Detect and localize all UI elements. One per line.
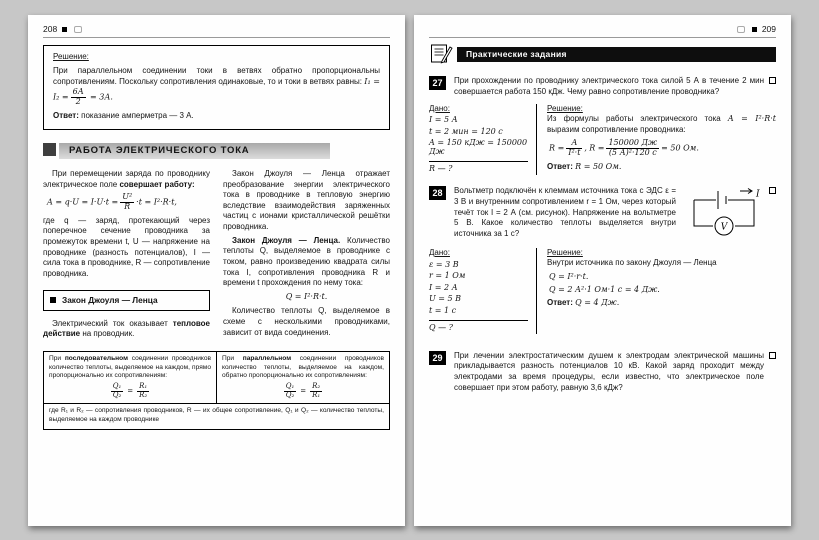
fraction: [606, 139, 659, 158]
problem-statement-row: [429, 186, 776, 242]
text-run: на проводник.: [80, 329, 135, 339]
fraction-numerator: Q₁: [112, 381, 122, 390]
fraction: [284, 383, 297, 399]
problem-text: При лечении электростатическим душем к электродам электрической машины прикладывается разность потенциалов 10 кВ. Какой заряд проходит между электродами за время процедуры, если известно, что электрическое поле совершает при этом работу, равную 3,6 кДж?: [454, 350, 764, 392]
text-run: При: [222, 354, 243, 362]
fraction-numerator: 6А: [72, 86, 84, 96]
text-run: Количество теплоты Q, выделяемое в проводнике с током, равно произведению квадрата силы тока I, сопротивления проводника R и времени t прохождения по нему тока:: [223, 235, 390, 288]
solution-formula-line: [549, 139, 776, 158]
paragraph: [223, 236, 390, 289]
answer-line: [53, 110, 380, 122]
bold-run: Закон Джоуля — Ленца.: [232, 235, 341, 245]
bold-run: параллельном: [242, 354, 292, 362]
circuit-figure: [684, 186, 764, 240]
solution-column: [537, 248, 776, 334]
find-value: R — ?: [429, 161, 528, 173]
given-value: t = 1 с: [429, 305, 457, 315]
given-value: A = 150 кДж = 150000 Дж: [429, 138, 528, 157]
text-run: При: [49, 354, 65, 362]
bold-run: последовательном: [64, 354, 128, 362]
work-formula: [47, 193, 210, 212]
problem-text: При прохождении по проводнику электрического тока силой 5 А в течение 2 мин совершается работа 150 кДж. Чему равно сопротивление проводника?: [454, 76, 764, 96]
answer-label: Ответ:: [53, 111, 79, 121]
inline-formula: A = I²·R·t: [727, 113, 776, 123]
paragraph: Закон Джоуля — Ленца отражает преобразование энергии электрического тока в проводнике в тепловую энергию вследствие взаимодействия заряженных частиц с ионами кристаллической решётки проводника.: [223, 168, 390, 232]
problem-body: [454, 186, 764, 242]
answer-label: Ответ:: [547, 161, 573, 171]
formula-rhs: ·t = I²·R·t,: [136, 197, 177, 207]
two-column-text: [43, 169, 390, 343]
given-column: [429, 248, 537, 334]
subsection-title-text: Закон Джоуля — Ленца: [62, 294, 158, 305]
solution-label: Решение:: [547, 103, 583, 113]
text-run: соединении проводников количество теплоты, выделяемое на каждом, прямо пропорционально их сопротивлениям:: [49, 354, 212, 380]
given-column: [429, 104, 537, 176]
separator: ,: [584, 143, 587, 153]
text-run: Из формулы работы электрического тока: [547, 113, 721, 123]
equals-sign: =: [300, 386, 307, 395]
fraction: [111, 383, 124, 399]
given-value: I = 5 А: [429, 115, 458, 125]
text-run: выразим сопротивление проводника:: [547, 124, 686, 134]
fraction-denominator: R: [124, 202, 131, 212]
given-solution-block: [429, 104, 776, 176]
fraction-denominator: R₁: [312, 390, 321, 399]
paragraph: где q — заряд, протекающий через поперечное сечение проводника за промежуток времени t, U — напряжение на проводнике (разность потенциалов), I — сила тока в проводнике, R — сопротивление проводника.: [43, 215, 210, 278]
given-value: t = 2 мин = 120 с: [429, 126, 503, 136]
paragraph: [43, 169, 210, 190]
task-checkbox-icon: [769, 352, 776, 359]
answer-text: R = 50 Ом.: [575, 161, 622, 171]
section-square-icon: [43, 143, 56, 156]
paragraph: [43, 319, 210, 340]
fraction-denominator: R₂: [139, 390, 148, 399]
answer-label: Ответ:: [547, 298, 573, 308]
solution-text: Внутри источника по закону Джоуля — Ленца: [547, 258, 717, 268]
text-run: При перемещении заряда по проводнику электрическое поле: [43, 168, 210, 189]
nav-arrow-icon: [737, 26, 745, 33]
bold-run: совершает работу:: [119, 179, 195, 189]
text-run: Электрический ток оказывает: [52, 318, 173, 328]
solution-formula-line: Q = 2 А²·1 Ом·1 с = 4 Дж.: [549, 285, 660, 295]
fraction: [566, 139, 582, 158]
solution-label: Решение:: [547, 248, 583, 258]
fraction-denominator: 2: [75, 96, 81, 106]
given-solution-block: [429, 248, 776, 334]
table-cell-parallel: [217, 351, 390, 403]
bold-run: тепловое действие: [43, 318, 210, 339]
given-label: Дано:: [429, 103, 450, 113]
current-label: I: [756, 189, 760, 200]
answer-text: показание амперметра — 3 А.: [81, 111, 194, 121]
column-left: [43, 169, 210, 343]
task-checkbox-icon: [769, 187, 776, 194]
problem-statement-row: [429, 76, 776, 98]
problem-statement-row: [429, 351, 776, 394]
section-title-text: РАБОТА ЭЛЕКТРИЧЕСКОГО ТОКА: [69, 145, 250, 157]
task-checkbox-icon: [769, 77, 776, 84]
problem-number-badge: 28: [429, 186, 446, 200]
heat-comparison-table: [43, 351, 390, 430]
table-footer: где R₁ и R₂ — сопротивления проводников, R — их общее сопротивление, Q₁ и Q₂ — количество теплоты, выделяемое на каждом проводнике: [44, 404, 390, 429]
solution-formula-rhs: = 3А.: [90, 92, 113, 102]
fraction: [137, 383, 149, 399]
solution-formula-line: Q = I²·r·t.: [549, 272, 589, 282]
page-left: [28, 15, 405, 526]
problem-number-badge: 29: [429, 351, 446, 365]
solution-body: При параллельном соединении токи в ветвях обратно пропорциональны сопротивлениям. Поскольку сопротивления одинаковые, то и токи в ветвях равны:: [53, 65, 380, 87]
practice-tasks-header: [429, 43, 776, 65]
voltmeter-label: V: [720, 222, 728, 233]
table-formula: [222, 383, 384, 399]
answer-line: [547, 161, 776, 172]
given-value: I = 2 А: [429, 282, 458, 292]
solution-text: [53, 65, 380, 107]
find-value: Q — ?: [429, 320, 528, 332]
solution-label: Решение:: [53, 52, 89, 61]
fraction-numerator: A: [566, 139, 582, 149]
fraction-numerator: Q₁: [285, 381, 295, 390]
square-marker-icon: [62, 27, 67, 32]
fraction-denominator: Q₂: [112, 390, 122, 399]
fraction-denominator: Q₂: [285, 390, 295, 399]
nav-arrow-icon: [74, 26, 82, 33]
table-formula: [49, 383, 211, 399]
problem-28: [429, 186, 776, 334]
fraction-numerator: 150000 Дж: [608, 138, 658, 148]
joule-lenz-formula: Q = I²·R·t.: [285, 291, 328, 301]
given-value: U = 5 В: [429, 294, 462, 304]
fraction: [120, 193, 134, 212]
solution-formula-lhs: I₁ = I₂ =: [53, 77, 380, 102]
given-value: ε = 3 В: [429, 259, 459, 269]
problem-number-badge: 27: [429, 76, 446, 90]
answer-text: Q = 4 Дж.: [575, 298, 620, 308]
square-marker-icon: [752, 27, 757, 32]
subsection-header: [43, 290, 210, 311]
section-title: [43, 143, 390, 159]
problem-27: [429, 76, 776, 175]
formula-rhs: = 50 Ом.: [661, 143, 699, 153]
given-value: r = 1 Ом: [429, 271, 466, 281]
notebook-pencil-icon: [429, 43, 453, 65]
page-right: [414, 15, 791, 526]
text-run: соединении проводников количество теплоты, выделяемое на каждом, обратно пропорционально их сопротивлениям:: [222, 354, 384, 380]
practice-tasks-bar: Практические задания: [457, 47, 776, 62]
fraction-denominator: (5 А)²·120 с: [608, 148, 657, 158]
current-arrow-icon: [740, 189, 752, 194]
solution-box: [43, 45, 390, 130]
given-label: Дано:: [429, 248, 450, 258]
fraction: [310, 383, 322, 399]
formula-lhs: R =: [589, 143, 605, 153]
page-number-left: 208: [43, 24, 58, 34]
column-right: [223, 169, 390, 343]
answer-line: [547, 297, 776, 308]
solution-column: [537, 104, 776, 176]
fraction: [71, 88, 86, 107]
bullet-square-icon: [50, 297, 56, 303]
paragraph: Количество теплоты Q, выделяемое в схеме с несколькими проводниками, зависит от вида соединения.: [223, 306, 390, 337]
problem-29: [429, 351, 776, 394]
problem-text: Вольтметр подключён к клеммам источника тока с ЭДС ε = 3 В и внутренним сопротивлением r = 1 Ом, через который течёт ток I = 2 А (см. рисунок). Напряжение на вольтметре 5 В. Какое количество теплоты выделяется внутри источника за 1 с?: [454, 186, 676, 239]
section-title-bar: [59, 143, 330, 159]
wire: [694, 200, 713, 226]
page-header-right: [429, 24, 776, 38]
solution-text: [547, 113, 776, 136]
page-number-right: 209: [761, 24, 776, 34]
table-cell-series: [44, 351, 217, 403]
fraction-denominator: I²·t: [568, 148, 581, 158]
fraction-numerator: R₁: [139, 381, 148, 390]
formula-lhs: A = q·U = I·U·t =: [47, 197, 119, 207]
page-header-left: [43, 24, 390, 38]
fraction-numerator: R₂: [312, 381, 321, 390]
formula-lhs: R =: [549, 143, 565, 153]
fraction-numerator: U²: [122, 192, 133, 202]
equals-sign: =: [127, 386, 134, 395]
